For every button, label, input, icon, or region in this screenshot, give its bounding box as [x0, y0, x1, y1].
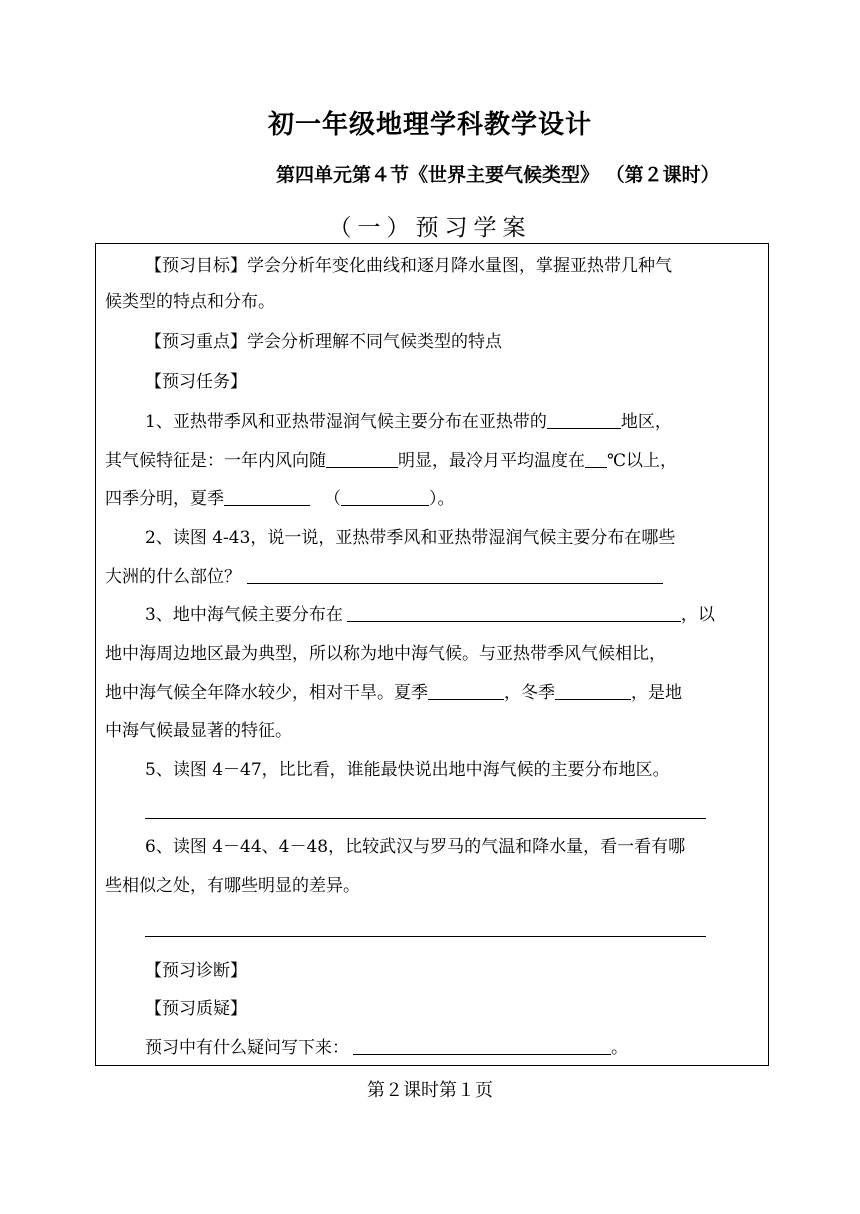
question-1-line-2	[105, 443, 677, 479]
q3-blank-winter[interactable]	[555, 677, 631, 700]
question-2-line-1: 2、读图 4-43，说一说，亚热带季风和亚热带湿润气候主要分布在哪些	[145, 528, 676, 548]
q3-text-e: ，冬季	[504, 683, 555, 703]
question-3-line-4: 中海气候最显著的特征。	[105, 721, 292, 741]
question-1-line-1	[145, 404, 672, 440]
q1-text-h: ）。	[429, 489, 455, 509]
q1-text-g: （	[324, 489, 341, 509]
q3-text-d: 地中海气候全年降水较少，相对干旱。夏季	[105, 683, 428, 703]
q1-blank-summer[interactable]	[224, 483, 310, 506]
tasks-heading: 【预习任务】	[145, 372, 247, 392]
question-5-line: 5、读图 4－47，比比看，谁能最快说出地中海气候的主要分布地区。	[145, 760, 670, 780]
doubt-blank[interactable]	[353, 1032, 611, 1055]
question-3-line-3	[105, 675, 682, 711]
q1-blank-summer-detail[interactable]	[341, 483, 429, 506]
doubt-text-b: 。	[611, 1038, 628, 1058]
questions-heading: 【预习质疑】	[145, 999, 247, 1019]
page-footer: 第２课时第１页	[367, 1080, 493, 1101]
doubt-text-a: 预习中有什么疑问写下来：	[145, 1038, 349, 1058]
question-3-line-2: 地中海周边地区最为典型，所以称为地中海气候。与亚热带季风气候相比，	[105, 644, 666, 664]
q3-text-b: ，以	[680, 605, 715, 625]
question-6-line-2: 些相似之处，有哪些明显的差异。	[105, 876, 360, 896]
q3-blank-distribution[interactable]	[347, 599, 681, 622]
q1-blank-region[interactable]	[547, 406, 621, 429]
question-6-line-1: 6、读图 4－44、4－48，比较武汉与罗马的气温和降水量，看一看有哪	[145, 837, 686, 857]
q1-text-d: 明显，最冷月平均温度在	[398, 451, 585, 471]
q3-text-f: ，是地	[631, 683, 682, 703]
question-6-answer-line[interactable]	[145, 936, 706, 937]
preview-worksheet-box	[95, 243, 769, 1066]
q1-text-f: 四季分明，夏季	[105, 489, 224, 509]
focus-line: 【预习重点】学会分析理解不同气候类型的特点	[145, 332, 502, 352]
goal-line-1: 【预习目标】学会分析年变化曲线和逐月降水量图，掌握亚热带几种气	[145, 256, 672, 276]
q1-blank-temperature[interactable]	[585, 445, 607, 468]
q1-text-c: 其气候特征是：一年内风向随	[105, 451, 326, 471]
q2-blank-answer[interactable]	[247, 561, 663, 584]
page-title: 初一年级地理学科教学设计	[267, 110, 592, 140]
goal-line-2: 候类型的特点和分布。	[105, 292, 275, 312]
q2-text-b: 大洲的什么部位？	[105, 567, 241, 587]
q1-text-a: 1、亚热带季风和亚热带湿润气候主要分布在亚热带的	[145, 412, 547, 432]
question-3-line-1	[145, 597, 715, 633]
question-2-line-2	[105, 559, 663, 595]
q1-text-e: ℃以上，	[607, 451, 678, 471]
question-5-answer-line[interactable]	[145, 818, 706, 819]
q1-text-b: 地区，	[620, 412, 672, 432]
lesson-subtitle: 第四单元第４节《世界主要气候类型》 （第２课时）	[276, 164, 720, 186]
q3-blank-summer[interactable]	[428, 677, 504, 700]
section-heading: （一）预习学案	[328, 215, 532, 241]
doubt-line	[145, 1030, 628, 1066]
q1-blank-wind[interactable]	[326, 445, 398, 468]
question-1-line-3	[105, 481, 455, 517]
diagnosis-heading: 【预习诊断】	[145, 961, 247, 981]
q3-text-a: 3、地中海气候主要分布在	[145, 605, 343, 625]
